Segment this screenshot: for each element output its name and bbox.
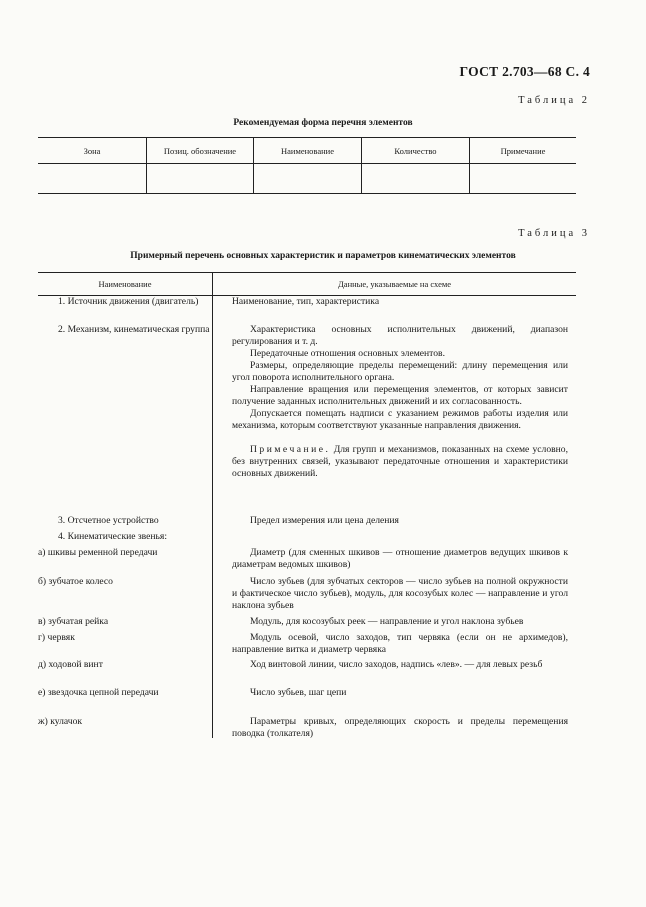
- row-name: 3. Отсчетное устройство: [58, 515, 159, 526]
- row-name: 2. Механизм, кинематическая группа: [58, 324, 210, 335]
- t2-col-note: Примечание: [470, 138, 577, 164]
- table2: [38, 137, 576, 194]
- row-data: Предел измерения или цена деления: [250, 515, 399, 526]
- t2-empty-row: [38, 164, 576, 194]
- row-data: Диаметр (для сменных шкивов — отношение диаметров ведущих шкивов к диаметрам ведомых шкивов): [232, 547, 568, 570]
- row-name: а) шкивы ременной передачи: [38, 547, 158, 558]
- row-name: г) червяк: [38, 632, 75, 643]
- row-name: б) зубчатое колесо: [38, 576, 113, 587]
- row-data: Число зубьев, шаг цепи: [250, 687, 347, 698]
- t2-col-pos: Позиц. обозначение: [147, 138, 254, 164]
- t3-col-name: Наименование: [38, 273, 213, 296]
- t3-col-data: Данные, указываемые на схеме: [213, 273, 577, 296]
- row-data: Модуль осевой, число заходов, тип червяка (если он не архимедов), направление витка и диаметр червяка: [232, 632, 568, 655]
- row-name: 1. Источник движения (двигатель): [58, 296, 199, 307]
- t2-col-qty: Количество: [362, 138, 470, 164]
- row-data: Параметры кривых, определяющих скорость и пределы перемещения поводка (толкателя): [232, 716, 568, 739]
- row-note: Примечание. Для групп и механизмов, показанных на схеме условно, без внутренних связей, указывают передаточные отношения и характеристики основных движений.: [232, 444, 568, 479]
- row-data: Характеристика основных исполнительных движений, диапазон регулирования и т. д. Передаточные отношения основных элементов. Размеры, определяющие пределы перемещений: длину перемещения или угол поворота исполнительного органа. Направление вращения или перемещения элементов, от которых зависит получение заданных исполнительных движений и их согласованность. Допускается помещать надписи с указанием режимов работы изделия или механизма, которым соответствуют указанные направления движения. Примечание. Для групп и механизмов, показанных на схеме условно, без внутренних связей, указывают передаточные отношения и характеристики основных движений.: [232, 324, 568, 479]
- row-data: Модуль, для косозубых реек — направление и угол наклона зубьев: [250, 616, 524, 627]
- page-id: ГОСТ 2.703—68 С. 4: [459, 64, 590, 79]
- row-name: в) зубчатая рейка: [38, 616, 109, 627]
- table3-header: [38, 272, 576, 296]
- row-data: Ход винтовой линии, число заходов, надпись «лев». — для левых резьб: [250, 659, 543, 670]
- row-data: Наименование, тип, характеристика: [232, 296, 380, 307]
- t2-col-zone: Зона: [38, 138, 147, 164]
- t2-col-name: Наименование: [254, 138, 362, 164]
- table2-caption: Рекомендуемая форма перечня элементов: [233, 118, 413, 128]
- table2-label: Таблица 2: [518, 95, 590, 106]
- table3-label: Таблица 3: [518, 228, 590, 239]
- row-name: ж) кулачок: [38, 716, 83, 727]
- table3-caption: Примерный перечень основных характеристик и параметров кинематических элементов: [130, 251, 516, 261]
- row-data: Число зубьев (для зубчатых секторов — число зубьев на полной окружности и фактическое число зубьев), модуль, для косозубых колес — направление и угол наклона зубьев: [232, 576, 568, 611]
- row-name: д) ходовой винт: [38, 659, 103, 670]
- row-name: 4. Кинематические звенья:: [58, 531, 168, 542]
- row-name: е) звездочка цепной передачи: [38, 687, 159, 698]
